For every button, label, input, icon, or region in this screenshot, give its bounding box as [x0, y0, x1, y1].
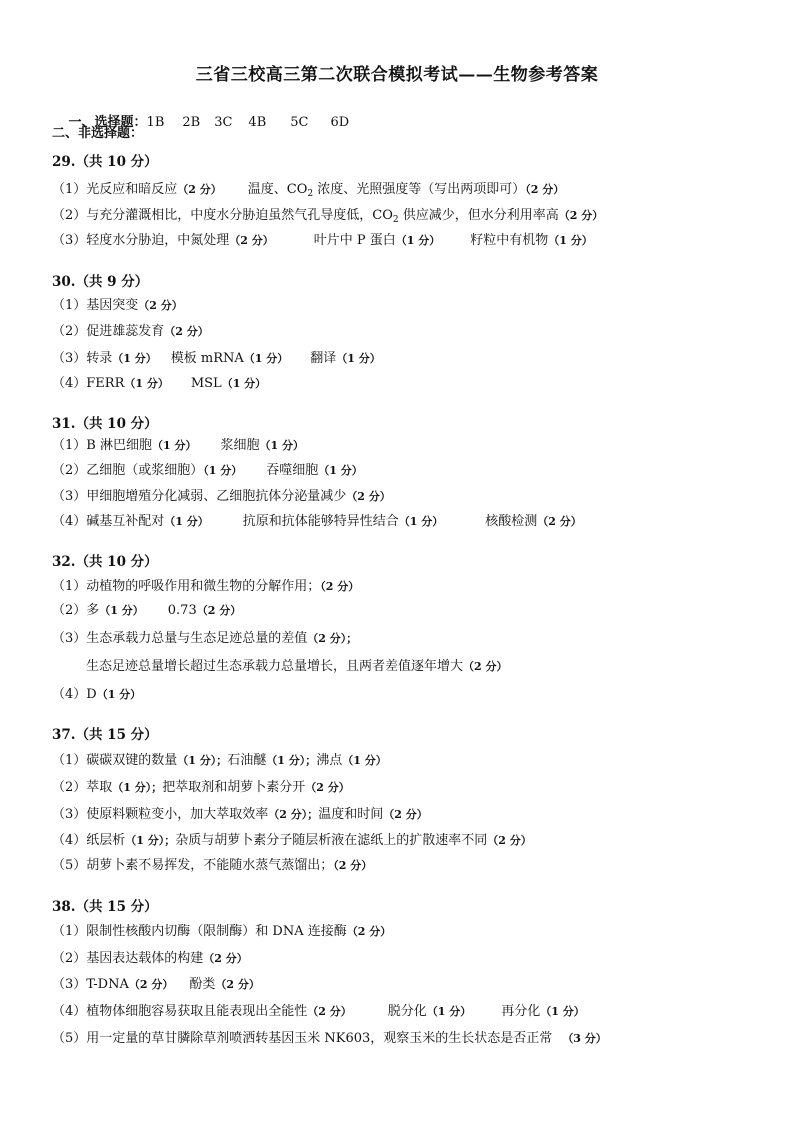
nonmc-section-label: 二、非选择题：	[52, 126, 144, 141]
q37-answer-1: （1）碳碳双键的数量（1 分）；石油醚（1 分）；沸点（1 分）	[52, 753, 387, 768]
mc-answer: 4B	[248, 115, 267, 130]
document-title: 三省三校高三第二次联合模拟考试——生物参考答案	[195, 65, 599, 85]
q38-answer-3: （3）T-DNA（2 分） 酚类（2 分）	[52, 977, 260, 992]
q38-answer-5: （5）用一定量的草甘膦除草剂喷洒转基因玉米 NK603，观察玉米的生长状态是否正常 （3 分）	[52, 1031, 607, 1046]
q37-answer-5: （5）胡萝卜素不易挥发，不能随水蒸气蒸馏出；（2 分）	[52, 858, 373, 873]
q32-answer-4: （4）D（1 分）	[52, 687, 142, 702]
q31-answer-4: （4）碱基互补配对（1 分） 抗原和抗体能够特异性结合（1 分） 核酸检测（2 分）	[52, 514, 582, 529]
q29-answer-2: （2）与充分灌溉相比，中度水分胁迫虽然气孔导度低，$CO_2$ 供应减少，但水分利用率高（2 分）	[52, 208, 604, 225]
q37-answer-2: （2）萃取（1 分）；把萃取剂和胡萝卜素分开（2 分）	[52, 780, 350, 795]
q32-header: 32.（共 10 分）	[52, 554, 158, 570]
q38-answer-1: （1）限制性核酸内切酶（限制酶）和 DNA 连接酶（2 分）	[52, 924, 392, 939]
q31-answer-3: （3）甲细胞增殖分化减弱、乙细胞抗体分泌量减少（2 分）	[52, 489, 391, 504]
q38-answer-2: （2）基因表达载体的构建（2 分）	[52, 951, 248, 966]
q37-header: 37.（共 15 分）	[52, 727, 158, 743]
q32-answer-3: （3）生态承载力总量与生态足迹总量的差值（2 分）；	[52, 631, 358, 646]
mc-answer: 2B	[182, 115, 201, 130]
q30-answer-1: （1）基因突变（2 分）	[52, 298, 183, 313]
q29-answer-3: （3）轻度水分胁迫，中氮处理（2 分） 叶片中 P 蛋白（1 分） 籽粒中有机物（1 分）	[52, 233, 593, 248]
q32-answer-1: （1）动植物的呼吸作用和微生物的分解作用；（2 分）	[52, 579, 360, 594]
q32-answer-3-continued: 生态足迹总量增长超过生态承载力总量增长，且两者差值逐年增大（2 分）	[86, 659, 508, 674]
q32-answer-2: （2）多（1 分） 0.73（2 分）	[52, 603, 242, 618]
q37-answer-4: （4）纸层析（1 分）；杂质与胡萝卜素分子随层析液在滤纸上的扩散速率不同（2 分）	[52, 833, 532, 848]
q30-answer-3: （3）转录（1 分） 模板 mRNA（1 分） 翻译（1 分）	[52, 351, 381, 366]
q30-header: 30.（共 9 分）	[52, 274, 149, 290]
mc-answer: 1B	[146, 115, 165, 130]
mc-answer: 3C	[214, 115, 233, 130]
q38-header: 38.（共 15 分）	[52, 899, 158, 915]
mc-section-label: 一、选择题：	[68, 115, 147, 130]
q30-answer-2: （2）促进雄蕊发育（2 分）	[52, 324, 209, 339]
q31-header: 31.（共 10 分）	[52, 416, 158, 432]
q29-answer-1: （1）光反应和暗反应（2 分） 温度、$CO_2$ 浓度、光照强度等（写出两项即可）（2 分）	[52, 182, 565, 199]
mc-answer: 5C	[290, 115, 309, 130]
q31-answer-2: （2）乙细胞（或浆细胞）（1 分） 吞噬细胞（1 分）	[52, 463, 363, 478]
q31-answer-1: （1）B 淋巴细胞（1 分） 浆细胞（1 分）	[52, 438, 304, 453]
q38-answer-4: （4）植物体细胞容易获取且能表现出全能性（2 分） 脱分化（1 分） 再分化（1 分）	[52, 1004, 585, 1019]
q29-header: 29.（共 10 分）	[52, 154, 158, 170]
mc-answer: 6D	[330, 115, 350, 130]
q37-answer-3: （3）使原料颗粒变小，加大萃取效率（2 分）；温度和时间（2 分）	[52, 807, 428, 822]
q30-answer-4: （4）FERR（1 分） MSL（1 分）	[52, 376, 267, 391]
